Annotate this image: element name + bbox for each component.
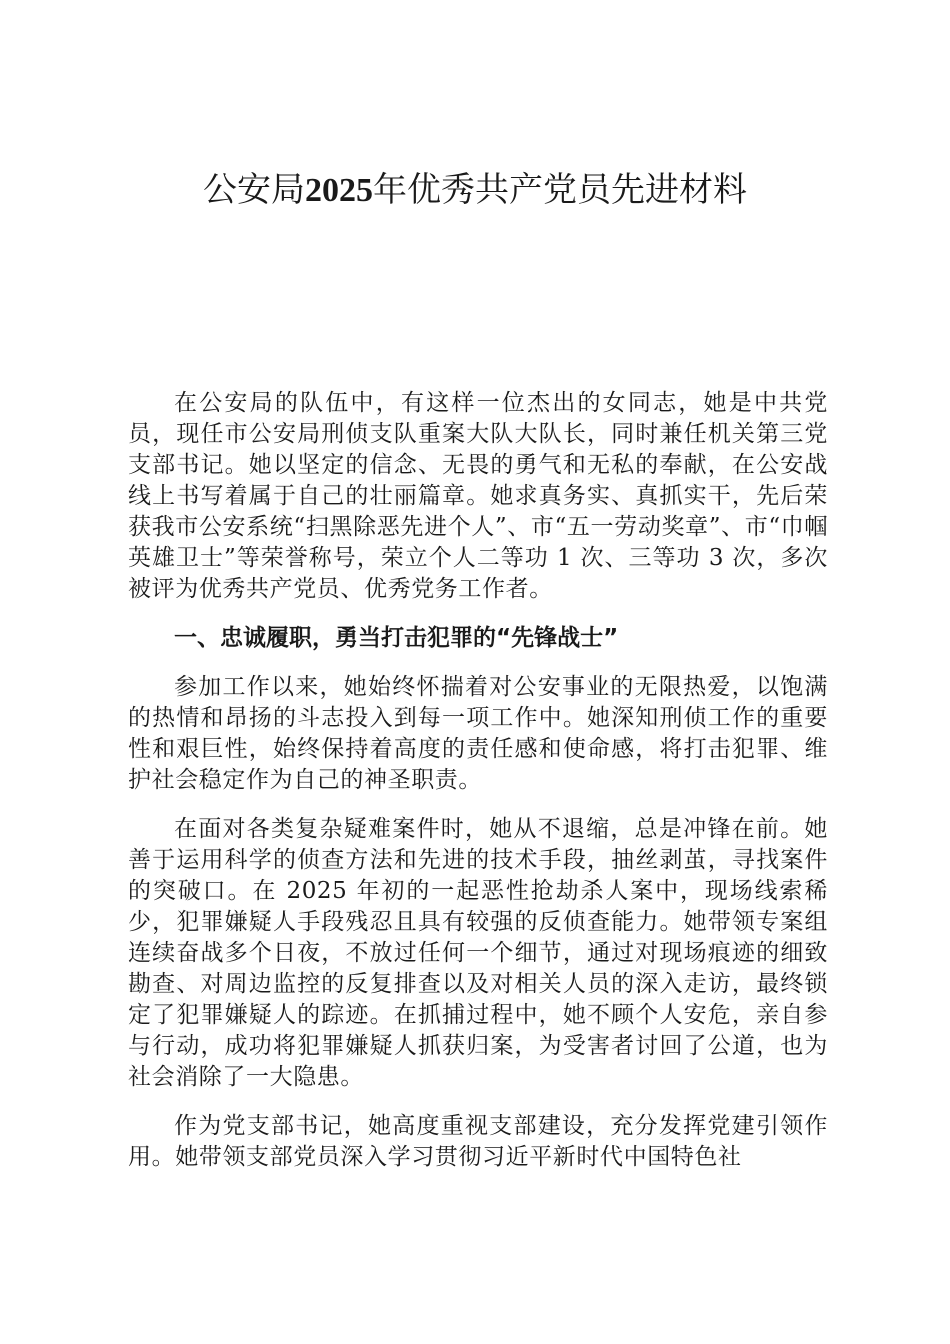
section-heading-1: 一、忠诚履职，勇当打击犯罪的“先锋战士”	[174, 625, 619, 651]
paragraph-2: 参加工作以来，她始终怀揣着对公安事业的无限热爱，以饱满的热情和昂扬的斗志投入到每一项工作中。她深知刑侦工作的重要性和艰巨性，始终保持着高度的责任感和使命感，将打击犯罪、维护社会稳定作为自己的神圣职责。	[128, 674, 828, 793]
title-suffix: 年优秀共产党员先进材料	[373, 170, 747, 210]
paragraph-4: 作为党支部书记，她高度重视支部建设，充分发挥党建引领作用。她带领支部党员深入学习贯彻习近平新时代中国特色社	[128, 1113, 828, 1170]
document-title	[0, 168, 950, 213]
paragraph-intro: 在公安局的队伍中，有这样一位杰出的女同志，她是中共党员，现任市公安局刑侦支队重案大队大队长，同时兼任机关第三党支部书记。她以坚定的信念、无畏的勇气和无私的奉献，在公安战线上书写着属于自己的壮丽篇章。她求真务实、真抓实干，先后荣获我市公安系统“扫黑除恶先进个人”、市“五一劳动奖章”、市“巾帼英雄卫士”等荣誉称号，荣立个人二等功 1 次、三等功 3 次，多次被评为优秀共产党员、优秀党务工作者。	[128, 390, 828, 602]
title-prefix: 公安局	[203, 170, 305, 210]
document-body	[128, 388, 828, 1191]
title-year: 2025	[305, 172, 373, 209]
paragraph-3: 在面对各类复杂疑难案件时，她从不退缩，总是冲锋在前。她善于运用科学的侦查方法和先进的技术手段，抽丝剥茧，寻找案件的突破口。在 2025 年初的一起恶性抢劫杀人案中，现场线索稀少，犯罪嫌疑人手段残忍且具有较强的反侦查能力。她带领专案组连续奋战多个日夜，不放过任何一个细节，通过对现场痕迹的细致勘查、对周边监控的反复排查以及对相关人员的深入走访，最终锁定了犯罪嫌疑人的踪迹。在抓捕过程中，她不顾个人安危，亲自参与行动，成功将犯罪嫌疑人抓获归案，为受害者讨回了公道，也为社会消除了一大隐患。	[128, 816, 828, 1090]
